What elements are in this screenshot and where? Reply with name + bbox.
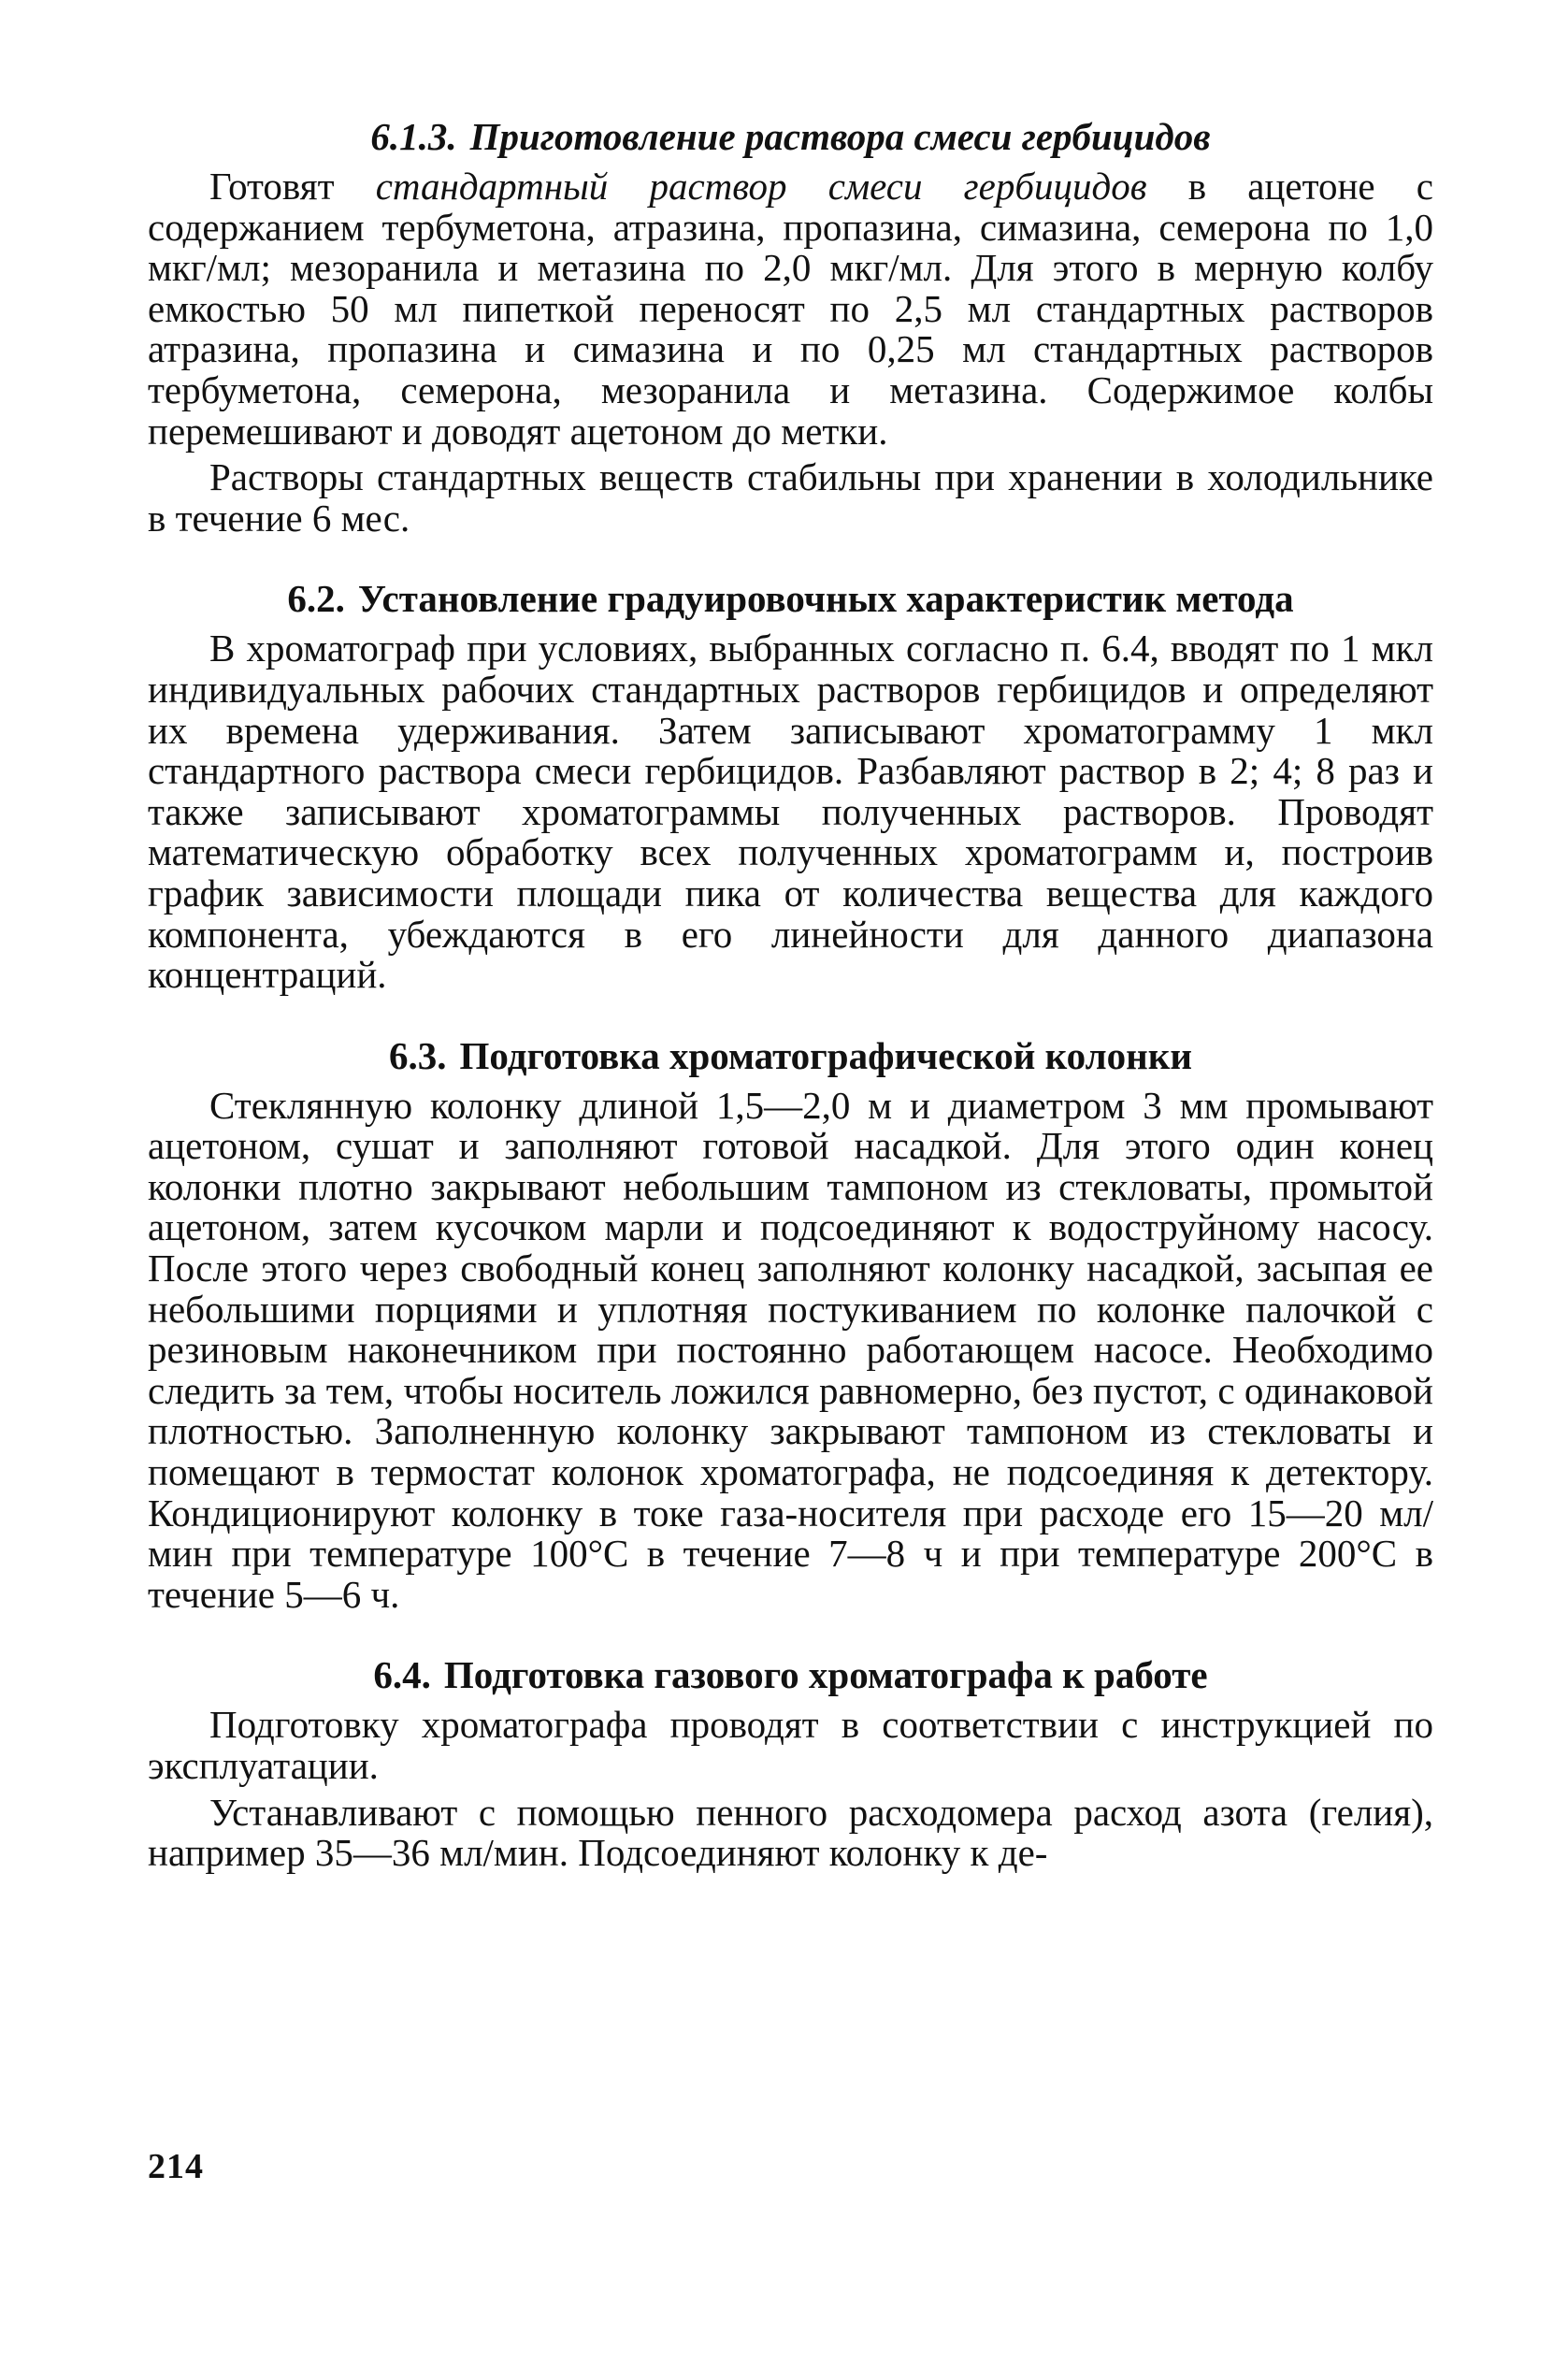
paragraph: Растворы стандартных веществ стабильны при хранении в холодильнике в течение 6 мес. — [148, 455, 1433, 540]
paragraph: Устанавливают с помощью пенного расходомера расход азота (гелия), например 35—36 мл/мин. Подсоединяют колонку к де- — [148, 1790, 1433, 1875]
section-title: Установление градуировочных характеристик метода — [357, 577, 1294, 621]
section-title: Подготовка хроматографической колонки — [459, 1033, 1192, 1077]
section-number: 6.2. — [287, 577, 345, 621]
paragraph: В хроматограф при условиях, выбранных согласно п. 6.4, вводят по 1 мкл индивидуальных рабочих стандартных растворов гербицидов и определяют их времена удерживания. Затем записывают хроматограмму 1 мкл стандартного раствора смеси гербицидов. Разбавляют раствор в 2; 4; 8 раз и также записывают хроматограммы полученных растворов. Проводят математическую обработку всех полученных хроматограмм и, построив график зависимости площади пика от количества вещества для каждого компонента, убеждаются в его линейности для данного диапазона концентраций. — [148, 627, 1433, 997]
section-title: Приготовление раствора смеси гербицидов — [469, 115, 1211, 158]
section-title: Подготовка газового хроматографа к работе — [443, 1653, 1208, 1697]
paragraph-lead: Готовят — [209, 165, 376, 208]
paragraph: Подготовку хроматографа проводят в соответствии с инструкцией по эксплуатации. — [148, 1703, 1433, 1787]
page-number: 214 — [148, 2147, 204, 2186]
paragraph: Стеклянную колонку длиной 1,5—2,0 м и диаметром 3 мм промывают ацетоном, сушат и заполняют готовой насадкой. Для этого один конец колонки плотно закрывают небольшим тампоном из стекловаты, промытой ацетоном, затем кусочком марли и подсоединяют к водоструйному насосу. После этого через свободный конец заполняют колонку насадкой, засыпая ее небольшими порциями и уплотняя постукиванием по колонке палочкой с резиновым наконечником при постоянно работающем насосе. Необходимо следить за тем, чтобы носитель ложился равномерно, без пустот, с одинаковой плотностью. Заполненную колонку закрывают тампоном из стекловаты и помещают в термостат колонок хроматографа, не подсоединяя к детектору. Кондиционируют колонку в токе газа-носителя при расходе его 15—20 мл/мин при температуре 100°С в течение 7—8 ч и при температуре 200°С в течение 5—6 ч. — [148, 1083, 1433, 1616]
paragraph — [148, 166, 1433, 452]
section-number: 6.1.3. — [370, 115, 457, 158]
document-page — [148, 112, 1433, 1874]
section-number: 6.3. — [389, 1033, 447, 1077]
section-heading-6-3 — [148, 1031, 1433, 1080]
section-heading-6-4 — [148, 1650, 1433, 1699]
section-heading-6-2 — [148, 574, 1433, 623]
section-heading-6-1-3 — [148, 112, 1433, 161]
section-number: 6.4. — [373, 1653, 431, 1697]
paragraph-italic-term: стандартный раствор смеси гербицидов — [375, 165, 1147, 208]
paragraph-text: в ацетоне с содержанием тербуметона, атразина, пропазина, симазина, семерона по 1,0 мкг/мл; мезоранила и метазина по 2,0 мкг/мл. Для этого в мерную колбу емкостью 50 мл пипеткой переносят по 2,5 мл стандартных растворов атразина, пропазина и симазина и по 0,25 мл стандартных растворов тербуметона, семерона, мезоранила и метазина. Содержимое колбы перемешивают и доводят ацетоном до метки. — [148, 165, 1434, 453]
